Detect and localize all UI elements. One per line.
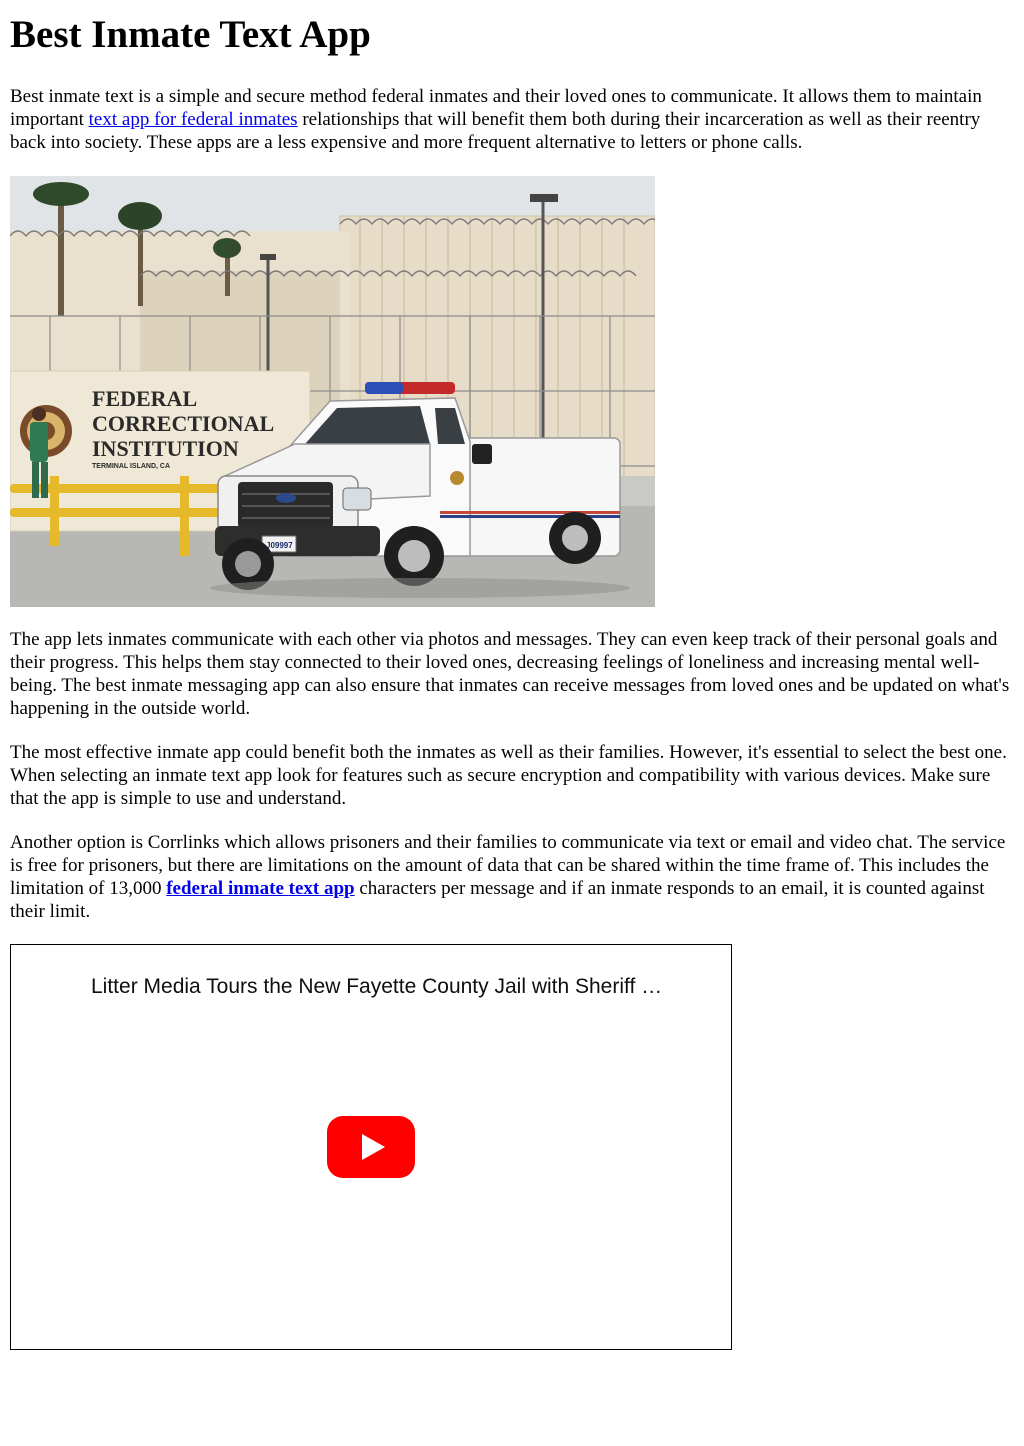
intro-text-before: Best inmate text is a simple and secure method federal inmates and their loved ones to communicate. It allows them to maintain important [10, 86, 982, 130]
video-title[interactable]: Litter Media Tours the New Fayette County Jail with Sheriff … [91, 975, 663, 998]
intro-text-after: relationships that will benefit them both during their incarceration as well as their reentry back into society. These apps are a less expensive and more frequent alternative to letters or phone calls. [10, 109, 981, 153]
sign-line-1: FEDERAL [92, 386, 198, 411]
corrlinks-text-before: Another option is Corrlinks which allows prisoners and their families to communicate via text or email and video chat. The service is free for prisoners, but there are limitations on the amount of data that can be shared within the time frame of. This includes the limitation of 13,000 [10, 832, 1006, 899]
prison-photo [10, 176, 655, 607]
page-title: Best Inmate Text App [10, 13, 371, 56]
corrlinks-paragraph [10, 831, 1016, 923]
intro-paragraph [10, 85, 1016, 154]
sign-line-4: TERMINAL ISLAND, CA [92, 463, 171, 470]
play-button[interactable] [327, 1116, 415, 1178]
selection-paragraph: The most effective inmate app could benefit both the inmates as well as their families. However, it's essential to select the best one. When selecting an inmate text app look for features such as secure encryption and compatibility with various devices. Make sure that the app is simple to use and understand. [10, 742, 1007, 809]
corrlinks-text-after: characters per message and if an inmate responds to an email, it is counted against their limit. [10, 878, 985, 922]
sign-line-2: CORRECTIONAL [92, 411, 275, 436]
text-app-link[interactable]: text app for federal inmates [88, 109, 298, 130]
article [10, 0, 1016, 1350]
features-paragraph: The app lets inmates communicate with each other via photos and messages. They can even keep track of their personal goals and their progress. This helps them stay connected to their loved ones, decreasing feelings of loneliness and increasing mental well-being. The best inmate messaging app can also ensure that inmates can receive messages from loved ones and be updated on what's happening in the outside world. [10, 629, 1010, 719]
license-plate: J09997 [266, 541, 293, 550]
sign-line-3: INSTITUTION [92, 436, 239, 461]
video-embed[interactable] [10, 944, 732, 1350]
play-icon [327, 1116, 415, 1178]
federal-inmate-text-app-link[interactable]: federal inmate text app [166, 878, 355, 899]
